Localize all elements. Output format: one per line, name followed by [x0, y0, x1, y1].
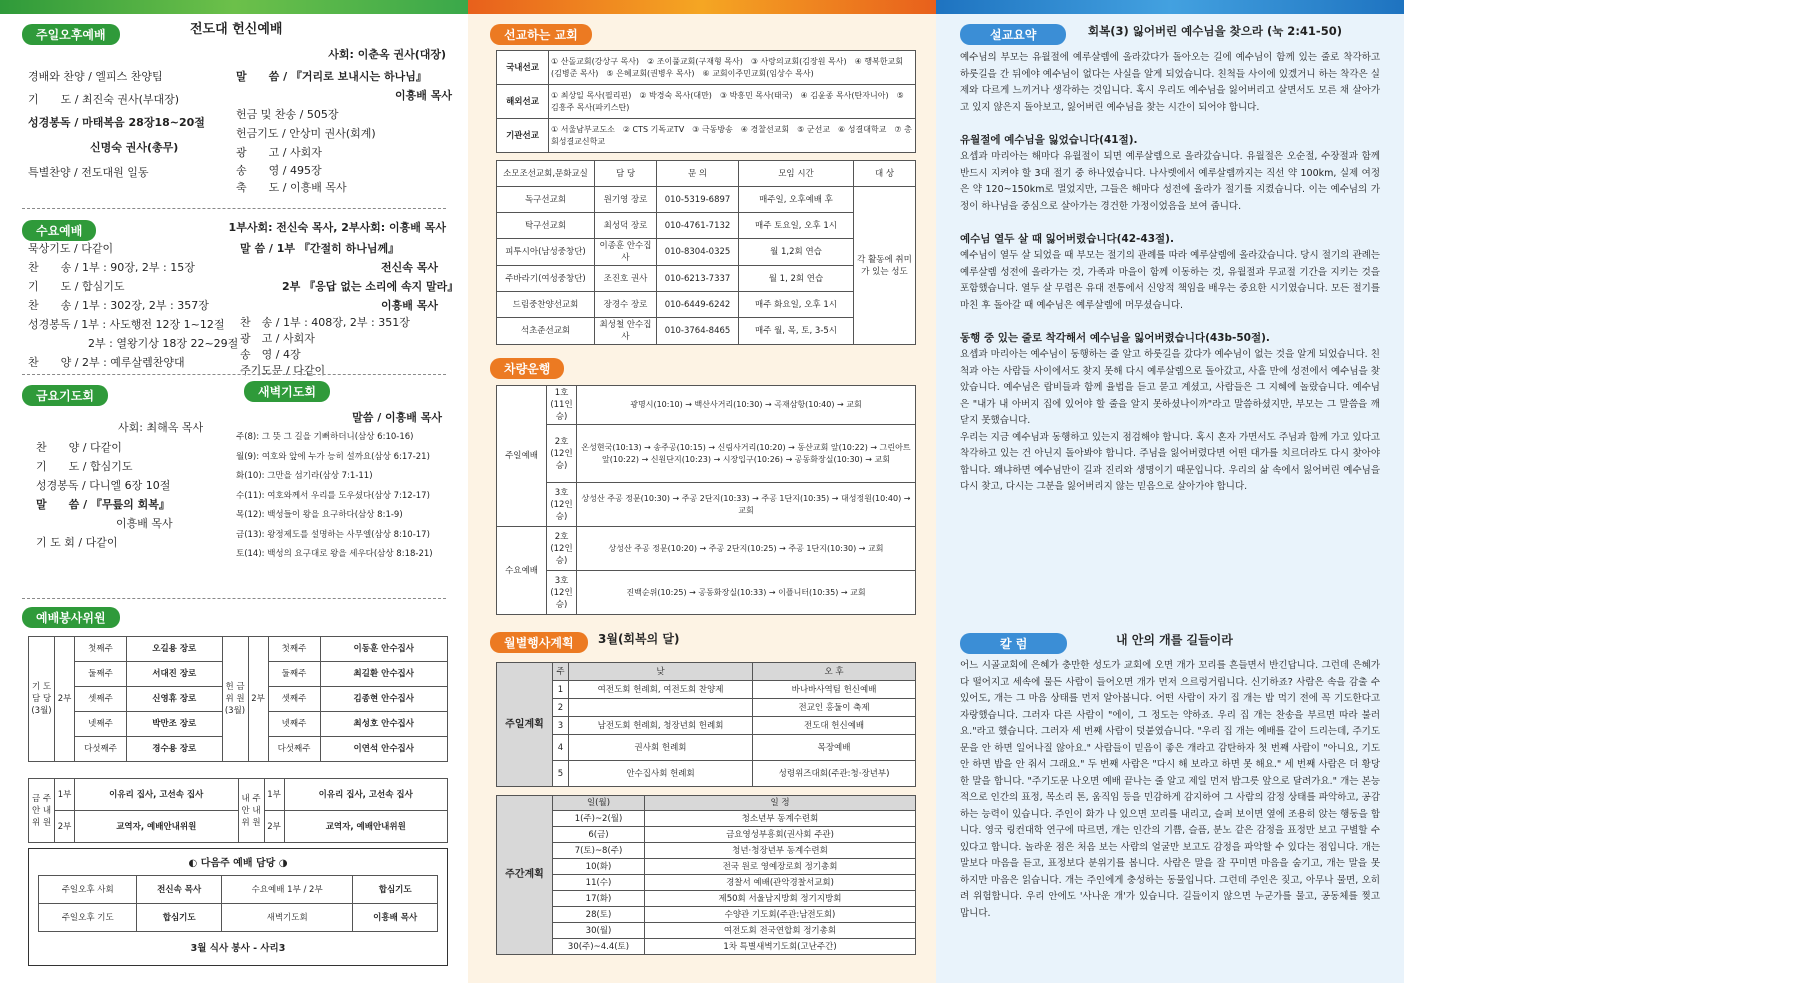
bus-label: 차량운행 [490, 358, 564, 379]
ushers-table [28, 778, 448, 843]
usher-names: 교역자, 예배안내위원 [75, 811, 239, 843]
events-label: 월별행사계획 [490, 632, 588, 653]
plan-cell: 전교인 홍둘이 축제 [753, 699, 916, 717]
dawn-item: 목(12): 백성들이 왕을 요구하다(삼상 8:1-9) [236, 510, 403, 520]
order-item: 광 고 / 사회자 [240, 332, 315, 345]
sunday-pm-label: 주일오후예배 [22, 24, 120, 45]
color-band [936, 0, 1404, 14]
dawn-item: 월(9): 여호와 앞에 누가 능히 설까요(삼상 6:17-21) [236, 451, 430, 462]
week: 넷째주 [268, 712, 320, 737]
sermon-point-text: 예수님이 열두 살 되었을 때 부모는 절기의 관례를 따라 예루살렘에 올라갔습니다. 당시 절기의 관례는 예루살렘 성전에 올라가는 것, 가족과 마을이 함께 이동하는 것, 유월절과 무교절 기간을 지키는 것을 포함했습니다. 열두 살 무렵은 유대 전통에서 신앙적 책임을 배우는 중요한 시기였습니다. 모든 절기를 마친 후 돌아갈 때 예수님은 예루살렘에 머무셨습니다. [960, 250, 1380, 311]
team-header: 문 의 [657, 161, 739, 187]
bus-route: 진백순위(10:25) → 공동화장실(10:33) → 이플니터(10:35) → 교회 [577, 571, 916, 615]
divider [22, 374, 446, 375]
order-item: 이흥배 목사 [395, 89, 452, 102]
team-cell: 010-8304-0325 [657, 239, 739, 266]
weekly-plan-table [496, 795, 916, 955]
column-title: 내 안의 개를 길들이라 [1116, 633, 1233, 647]
prayer-name: 신영휴 장로 [127, 687, 223, 712]
order-item: 찬 송 / 1부 : 408장, 2부 : 351장 [240, 316, 410, 329]
team-cell: 조진호 권사 [595, 266, 657, 292]
next-cell: 주일오후 기도 [39, 904, 137, 932]
order-item: 말 씀 / 『거리로 보내시는 하나님』 [236, 70, 427, 83]
fri-list [36, 438, 236, 552]
dawn-speaker: 말씀 / 이흥배 목사 [352, 411, 442, 424]
team-cell: 월 1,2회 연습 [739, 239, 854, 266]
plan-header: 오 후 [753, 663, 916, 681]
mission-list: ① 서울남부교도소 ② CTS 기독교TV ③ 극동방송 ④ 경찰선교회 ⑤ 군선교 ⑥ 성결대학교 ⑦ 총회성결교신학교 [549, 119, 916, 153]
usher-part: 1부 [55, 779, 75, 811]
prayer-label: 기 도 담 당 (3월) [29, 637, 55, 762]
plan-cell: 1 [553, 681, 569, 699]
plan-cell: 청소년부 동계수련회 [645, 811, 916, 827]
part-label: 2부 [55, 637, 75, 762]
dawn-item: 토(14): 백성의 요구대로 왕을 세우다(삼상 8:18-21) [236, 549, 433, 559]
plan-cell: 4 [553, 735, 569, 761]
team-target: 각 활동에 취미가 있는 성도 [854, 187, 916, 345]
mission-table [496, 50, 916, 153]
plan-header: 낮 [569, 663, 753, 681]
team-cell: 탁구선교회 [497, 213, 595, 239]
sermon-point-title: 예수님 열두 살 때 잃어버렸습니다(42-43절). [960, 233, 1174, 245]
order-item: 기 도 회 / 다같이 [36, 536, 118, 549]
order-item: 주기도문 / 다같이 [240, 364, 326, 377]
order-item: 이흥배 목사 [116, 517, 173, 530]
next-cell: 수요예배 1부 / 2부 [221, 876, 352, 904]
events-month: 3월(회복의 달) [598, 632, 680, 646]
order-item: 성경봉독 / 마태복음 28장18~20절 [28, 116, 205, 129]
order-item: 전신속 목사 [381, 261, 438, 274]
prayer-name: 서대진 장로 [127, 662, 223, 687]
usher-names: 이유리 집사, 고선속 집사 [284, 779, 448, 811]
bus-car: 2호 (12인승) [547, 425, 577, 483]
teams-table [496, 160, 916, 345]
team-cell: 매주 월, 목, 토, 3-5시 [739, 318, 854, 345]
dawn-list [236, 428, 458, 565]
plan-cell: 권사회 헌례회 [569, 735, 753, 761]
team-cell: 석초준선교회 [497, 318, 595, 345]
plan-cell: 30(월) [553, 923, 645, 939]
column-sermon [936, 0, 1404, 983]
bus-car: 3호 (12인승) [547, 571, 577, 615]
plan-cell: 1차 특별새벽기도회(고난주간) [645, 939, 916, 955]
mission-type: 기관선교 [497, 119, 549, 153]
plan-cell: 전국 원로 영예장로회 정기총회 [645, 859, 916, 875]
order-item: 경배와 찬양 / 엘피스 찬양팀 [28, 70, 163, 83]
plan-cell: 청년·청장년부 동계수련회 [645, 843, 916, 859]
order-item: 기 도 / 합심기도 [36, 460, 133, 473]
servers-table [28, 636, 448, 762]
fri-label: 금요기도회 [22, 385, 108, 406]
offering-name: 이동훈 안수집사 [320, 637, 448, 662]
sunday-plan-table [496, 662, 916, 787]
team-cell: 최성덕 장로 [595, 213, 657, 239]
mission-type: 국내선교 [497, 51, 549, 85]
week: 셋째주 [75, 687, 127, 712]
week: 넷째주 [75, 712, 127, 737]
color-band [468, 0, 936, 14]
bus-car: 2호 (12인승) [547, 527, 577, 571]
offering-name: 김종현 안수집사 [320, 687, 448, 712]
next-cell: 이흥배 목사 [353, 904, 438, 932]
part-label: 2부 [248, 637, 268, 762]
team-header: 담 당 [595, 161, 657, 187]
plan-cell: 여전도회 헌례회, 여전도회 찬양제 [569, 681, 753, 699]
plan-cell: 목장예배 [753, 735, 916, 761]
team-cell: 010-6213-7337 [657, 266, 739, 292]
plan-cell: 금요영성부흥회(권사회 주관) [645, 827, 916, 843]
week: 첫째주 [75, 637, 127, 662]
mission-label: 선교하는 교회 [490, 24, 592, 45]
usher-label: 내 주 안 내 위 원 [238, 779, 264, 843]
plan-cell: 10(화) [553, 859, 645, 875]
next-cell: 합심기도 [137, 904, 222, 932]
team-cell: 010-4761-7132 [657, 213, 739, 239]
week: 다섯째주 [75, 737, 127, 762]
dawn-item: 화(10): 그만을 섬기라(삼상 7:1-11) [236, 471, 373, 481]
team-cell: 주바라기(여성중창단) [497, 266, 595, 292]
sermon-label: 설교요약 [960, 24, 1066, 45]
meal-service: 3월 식사 봉사 - 사리3 [190, 943, 286, 954]
wed-right [240, 239, 459, 379]
team-cell: 매주 토요일, 오후 1시 [739, 213, 854, 239]
sunday-pm-host: 사회: 이춘옥 권사(대장) [328, 48, 446, 61]
team-cell: 피투시아(남성중창단) [497, 239, 595, 266]
offering-label: 헌 금 위 원 (3월) [222, 637, 248, 762]
plan-header: 주 [553, 663, 569, 681]
next-week-title: ◐ 다음주 예배 담당 ◑ [188, 858, 288, 869]
bus-route: 광명시(10:10) → 백산사거리(10:30) → 곡재삼항(10:40) → 교회 [577, 386, 916, 425]
order-item: 말 씀 / 1부 『간절히 하나님께』 [240, 242, 400, 255]
mission-list: ① 산돌교회(강상구 목사) ② 조이풀교회(구재형 목사) ③ 사랑의교회(김장원 목사) ④ 행복한교회(김병준 목사) ⑤ 은혜교회(권병우 목사) ⑥ 교회이주민교회(임상수 목사) [549, 51, 916, 85]
order-item: 광 고 / 사회자 [236, 146, 322, 159]
servers-label: 예배봉사위원 [22, 607, 120, 628]
team-cell: 010-5319-6897 [657, 187, 739, 213]
plan-cell: 여전도회 전국연합회 정기총회 [645, 923, 916, 939]
sunday-pm-right [236, 67, 456, 196]
prayer-name: 오길용 장로 [127, 637, 223, 662]
order-item: 신명숙 권사(총무) [90, 141, 179, 154]
sunday-pm-left [28, 67, 228, 182]
team-cell: 원기영 장로 [595, 187, 657, 213]
column-worship [0, 0, 468, 983]
usher-names: 이유리 집사, 고선속 집사 [75, 779, 239, 811]
plan-cell: 5 [553, 761, 569, 787]
dawn-item: 수(11): 여호와께서 우리를 도우셨다(삼상 7:12-17) [236, 490, 430, 501]
plan-header: 일 정 [645, 796, 916, 811]
column-label: 칼 럼 [960, 633, 1067, 654]
order-item: 축 도 / 이흥배 목사 [236, 181, 347, 194]
bus-route: 상성산 주공 정문(10:20) → 주공 2단지(10:25) → 주공 1단지(10:30) → 교회 [577, 527, 916, 571]
order-item: 이흥배 목사 [381, 299, 438, 312]
order-item: 말 씀 / 『무릎의 회복』 [36, 498, 170, 511]
order-item: 2부 : 열왕기상 18장 22~29절 [88, 337, 239, 350]
bus-table [496, 385, 916, 615]
team-cell: 이종훈 안수집사 [595, 239, 657, 266]
sermon-conclusion: 우리는 지금 예수님과 동행하고 있는지 점검해야 합니다. 혹시 혼자 가면서도 주님과 함께 가고 있다고 착각하고 있는 건 아닌지 돌아봐야 합니다. 주님을 잃어버렸다면 어떤 대가를 치르더라도 다시 찾아야 합니다. 왜냐하면 예수님만이 길과 진리와 생명이기 때문입니다. 우리의 삶 속에서 잃어버린 예수님을 다시 찾고, 다시는 그분을 잃어버리지 않는 믿음으로 살아가야 합니다. [960, 431, 1380, 492]
plan-cell: 남전도회 헌례회, 청장년회 헌례회 [569, 717, 753, 735]
weekly-plan-label: 주간계획 [497, 796, 553, 955]
bus-route: 상성산 주공 정문(10:30) → 주공 2단지(10:33) → 주공 1단지(10:35) → 대성정원(10:40) → 교회 [577, 483, 916, 527]
sermon-point-text: 요셉과 마리아는 예수님이 동행하는 줄 알고 하룻길을 갔다가 예수님이 없는 것을 알게 되었습니다. 친척과 아는 사람들 사이에서도 찾지 못해 다시 예루살렘으로 돌아갔고, 사흘 만에 성전에서 예수님을 찾았습니다. 예수님은 랍비들과 함께 율법을 듣고 묻고 계셨고, 사람들은 그 지혜에 놀랐습니다. 예수님은 "내가 내 아버지 집에 있어야 할 줄을 알지 못하셨나이까"라고 말씀하셨지만, 부모는 그 말씀을 깨닫지 못했습니다. [960, 349, 1380, 426]
divider [22, 208, 446, 209]
order-item: 묵상기도 / 다같이 [28, 242, 114, 255]
order-item: 헌금 및 찬송 / 505장 [236, 108, 339, 121]
offering-name: 최길환 안수집사 [320, 662, 448, 687]
next-cell: 전신속 목사 [137, 876, 222, 904]
dawn-item: 주(8): 그 뜻 그 길을 기뻐하더니(삼상 6:10-16) [236, 432, 414, 442]
week: 둘째주 [75, 662, 127, 687]
plan-cell: 7(토)~8(주) [553, 843, 645, 859]
sunday-pm-title: 전도대 헌신예배 [190, 22, 283, 37]
plan-cell: 수양관 기도회(주관:남전도회) [645, 907, 916, 923]
team-header: 소모조선교회,문화교실 [497, 161, 595, 187]
mission-type: 해외선교 [497, 85, 549, 119]
order-item: 찬 양 / 다같이 [36, 441, 122, 454]
next-week-box [28, 848, 448, 966]
plan-cell: 전도대 헌신예배 [753, 717, 916, 735]
bus-group: 주일예배 [497, 386, 547, 527]
plan-cell: 3 [553, 717, 569, 735]
sermon-body [960, 50, 1380, 496]
team-cell: 010-6449-6242 [657, 292, 739, 318]
week: 첫째주 [268, 637, 320, 662]
plan-cell: 제50회 서울남지방회 정기지방회 [645, 891, 916, 907]
team-cell: 매주 화요일, 오후 1시 [739, 292, 854, 318]
order-item: 송 영 / 4장 [240, 348, 301, 361]
blank-area [1404, 0, 1809, 983]
order-item: 찬 송 / 1부 : 90장, 2부 : 15장 [28, 261, 195, 274]
wed-left [28, 239, 238, 372]
prayer-name: 경수용 장로 [127, 737, 223, 762]
order-item: 특별찬양 / 전도대원 일동 [28, 166, 149, 179]
plan-cell: 바나바사역팀 헌신예배 [753, 681, 916, 699]
sermon-point-text: 요셉과 마리아는 해마다 유월절이 되면 예루살렘으로 올라갔습니다. 유월절은 오순절, 수장절과 함께 반드시 지켜야 할 3대 절기 중 하나였습니다. 나사렛에서 예루살렘까지는 직선 약 100km, 실제 여정은 약 120~150km로 멀었지만, 그들은 해마다 성전에 올라가 절기를 지켰습니다. 이는 예수님의 가정이 하나님을 중심으로 살아가는 경건한 가정이었음을 보여 줍니다. [960, 151, 1380, 212]
order-item: 기 도 / 합심기도 [28, 280, 125, 293]
next-cell: 새벽기도회 [221, 904, 352, 932]
team-cell: 독구선교회 [497, 187, 595, 213]
week: 다섯째주 [268, 737, 320, 762]
team-cell: 월 1, 2회 연습 [739, 266, 854, 292]
usher-part: 2부 [55, 811, 75, 843]
plan-cell: 11(수) [553, 875, 645, 891]
dawn-label: 새벽기도회 [244, 381, 330, 402]
next-week-table [38, 875, 438, 932]
sermon-intro: 예수님의 부모는 유월절에 예루살렘에 올라갔다가 돌아오는 길에 예수님이 함께 있는 줄로 착각하고 하룻길을 간 뒤에야 예수님이 없다는 사실을 알게 되었습니다. 친척들 사이에 있겠거니 하는 착각은 실제와 다르게 느끼거나 생각하는 것입니다. 혹시 우리도 예수님을 잃어버리고 살면서도 모른 채 살아가고 있지 않은지 돌아보고, 잃어버린 예수님을 찾는 시간이 되어야 합니다. [960, 52, 1380, 113]
week: 둘째주 [268, 662, 320, 687]
order-item: 2부 『응답 없는 소리에 속지 말라』 [282, 280, 459, 293]
usher-names: 교역자, 예배안내위원 [284, 811, 448, 843]
order-item: 헌금기도 / 안상미 권사(회계) [236, 127, 376, 140]
next-cell: 합심기도 [353, 876, 438, 904]
bus-car: 1호 (11인승) [547, 386, 577, 425]
bus-car: 3호 (12인승) [547, 483, 577, 527]
order-item: 기 도 / 최진숙 권사(부대장) [28, 93, 180, 106]
offering-name: 최성호 안수집사 [320, 712, 448, 737]
plan-cell [569, 699, 753, 717]
plan-cell: 안수집사회 헌례회 [569, 761, 753, 787]
sunday-plan-label: 주일계획 [497, 663, 553, 787]
mission-list: ① 최상일 목사(필리핀) ② 박경숙 목사(대만) ③ 박흥민 목사(태국) ④ 김윤종 목사(탄자니아) ⑤ 김흥주 목사(파키스탄) [549, 85, 916, 119]
team-cell: 장경수 장로 [595, 292, 657, 318]
dawn-item: 금(13): 왕정제도를 설명하는 사무엘(삼상 8:10-17) [236, 529, 430, 540]
next-cell: 주일오후 사회 [39, 876, 137, 904]
order-item: 성경봉독 / 1부 : 사도행전 12장 1~12절 [28, 318, 225, 331]
plan-cell: 28(토) [553, 907, 645, 923]
team-cell: 드림중찬양선교회 [497, 292, 595, 318]
order-item: 찬 송 / 1부 : 302장, 2부 : 357장 [28, 299, 209, 312]
plan-cell: 경찰서 예배(관악경찰서교회) [645, 875, 916, 891]
week: 셋째주 [268, 687, 320, 712]
column-text: 어느 시골교회에 은혜가 충만한 성도가 교회에 오면 개가 꼬리를 흔들면서 반긴답니다. 그런데 은혜가 다 떨어지고 세속에 물든 사람이 들어오면 개가 먼저 으르렁거립니다. 신기하죠? 사람은 속을 감출 수 있어도, 개는 그 마음 상태를 먼저 알아봅니다. 어떤 사람이 자기 집 개는 밥 먹기 전에 꼭 기도한다고 자랑했습니다. 그러자 다른 사람이 "에이, 그 정도는 약하죠. 우리 집 개는 찬송을 부르면 따라 불러요."라고 했습니다. 그러자 세 번째 사람이 덧붙였습니다. "우리 집 개는 예배를 같이 드리는데, 주기도문을 안 하면 일어나질 않아요." 사람들이 믿음이 좋은 개라고 감탄하자 첫 번째 사람이 "아니요, 기도 안 하면 밥을 안 줘서 그래요." 두 번째 사람은 "다시 해 보라고 하면 못 해요." 세 번째 사람은 더 황당한 말을 합니다. "주기도문 나오면 예배 끝나는 줄 알고 제일 먼저 밥그릇 앞으로 달려가요." 개는 본능적으로 인간의 표정, 목소리 톤, 움직임 등을 민감하게 감지하여 그 사람의 감정 상태를 파악하고, 공감하는 능력이 있습니다. 주인이 화가 나 있으면 꼬리를 내리고, 슬퍼 보이면 옆에 조용히 앉는 행동을 합니다. 영국 링컨대학 연구에 따르면, 개는 인간의 기쁨, 슬픔, 분노 같은 감정을 표정만 보고 구별할 수 있다고 합니다. 놀라운 점은 처음 보는 사람의 얼굴만 보고도 감정을 파악할 수 있다는 점입니다. 개는 말보다 마음을 듣고, 표정보다 분위기를 봅니다. 사람은 말을 잘 꾸미면 마음을 숨기고, 개는 말을 못 하지만 마음은 읽습니다. 개는 주인에게 충성하는 동물입니다. 그런데 주인은 짖고, 아무나 물면, 오히려 위험합니다. 우리 안에도 '사나운 개'가 있습니다. 길들이지 않으면 누군가를 물고, 공동체를 찢고 맙니다. [960, 660, 1380, 919]
plan-cell: 1(주)~2(월) [553, 811, 645, 827]
column-church-info [468, 0, 936, 983]
plan-cell: 6(금) [553, 827, 645, 843]
team-header: 모임 시간 [739, 161, 854, 187]
team-header: 대 상 [854, 161, 916, 187]
plan-cell: 17(화) [553, 891, 645, 907]
fri-host: 사회: 최해옥 목사 [118, 421, 204, 434]
plan-cell: 성령위즈대회(주관:청·장년부) [753, 761, 916, 787]
plan-header: 일(월) [553, 796, 645, 811]
team-cell: 매주일, 오후예배 후 [739, 187, 854, 213]
plan-cell: 30(주)~4.4(토) [553, 939, 645, 955]
sermon-title: 회복(3) 잃어버린 예수님을 찾으라 (눅 2:41-50) [1088, 24, 1342, 38]
sermon-point-title: 유월절에 예수님을 잃었습니다(41절). [960, 134, 1138, 146]
order-item: 송 영 / 495장 [236, 164, 322, 177]
sermon-point-title: 동행 중 있는 줄로 착각해서 예수님을 잃어버렸습니다(43b-50절). [960, 332, 1270, 344]
color-band [0, 0, 468, 14]
order-item: 성경봉독 / 다니엘 6장 10절 [36, 479, 171, 492]
bus-route: 온성현국(10:13) → 송주공(10:15) → 신림사거리(10:20) → 동산교회 앞(10:22) → 그린아트 앞(10:22) → 신원단지(10:23) → 시장입구(10:26) → 공동화장실(10:30) → 교회 [577, 425, 916, 483]
usher-part: 2부 [264, 811, 284, 843]
plan-cell: 2 [553, 699, 569, 717]
bus-group: 수요예배 [497, 527, 547, 615]
offering-name: 이연석 안수집사 [320, 737, 448, 762]
wed-host: 1부사회: 전신숙 목사, 2부사회: 이흥배 목사 [228, 221, 446, 234]
prayer-name: 박만조 장로 [127, 712, 223, 737]
team-cell: 최성철 안수집사 [595, 318, 657, 345]
team-cell: 010-3764-8465 [657, 318, 739, 345]
divider [22, 598, 446, 599]
wed-label: 수요예배 [22, 220, 96, 241]
usher-label: 금 주 안 내 위 원 [29, 779, 55, 843]
usher-part: 1부 [264, 779, 284, 811]
order-item: 찬 양 / 2부 : 예루살렘찬양대 [28, 356, 185, 369]
